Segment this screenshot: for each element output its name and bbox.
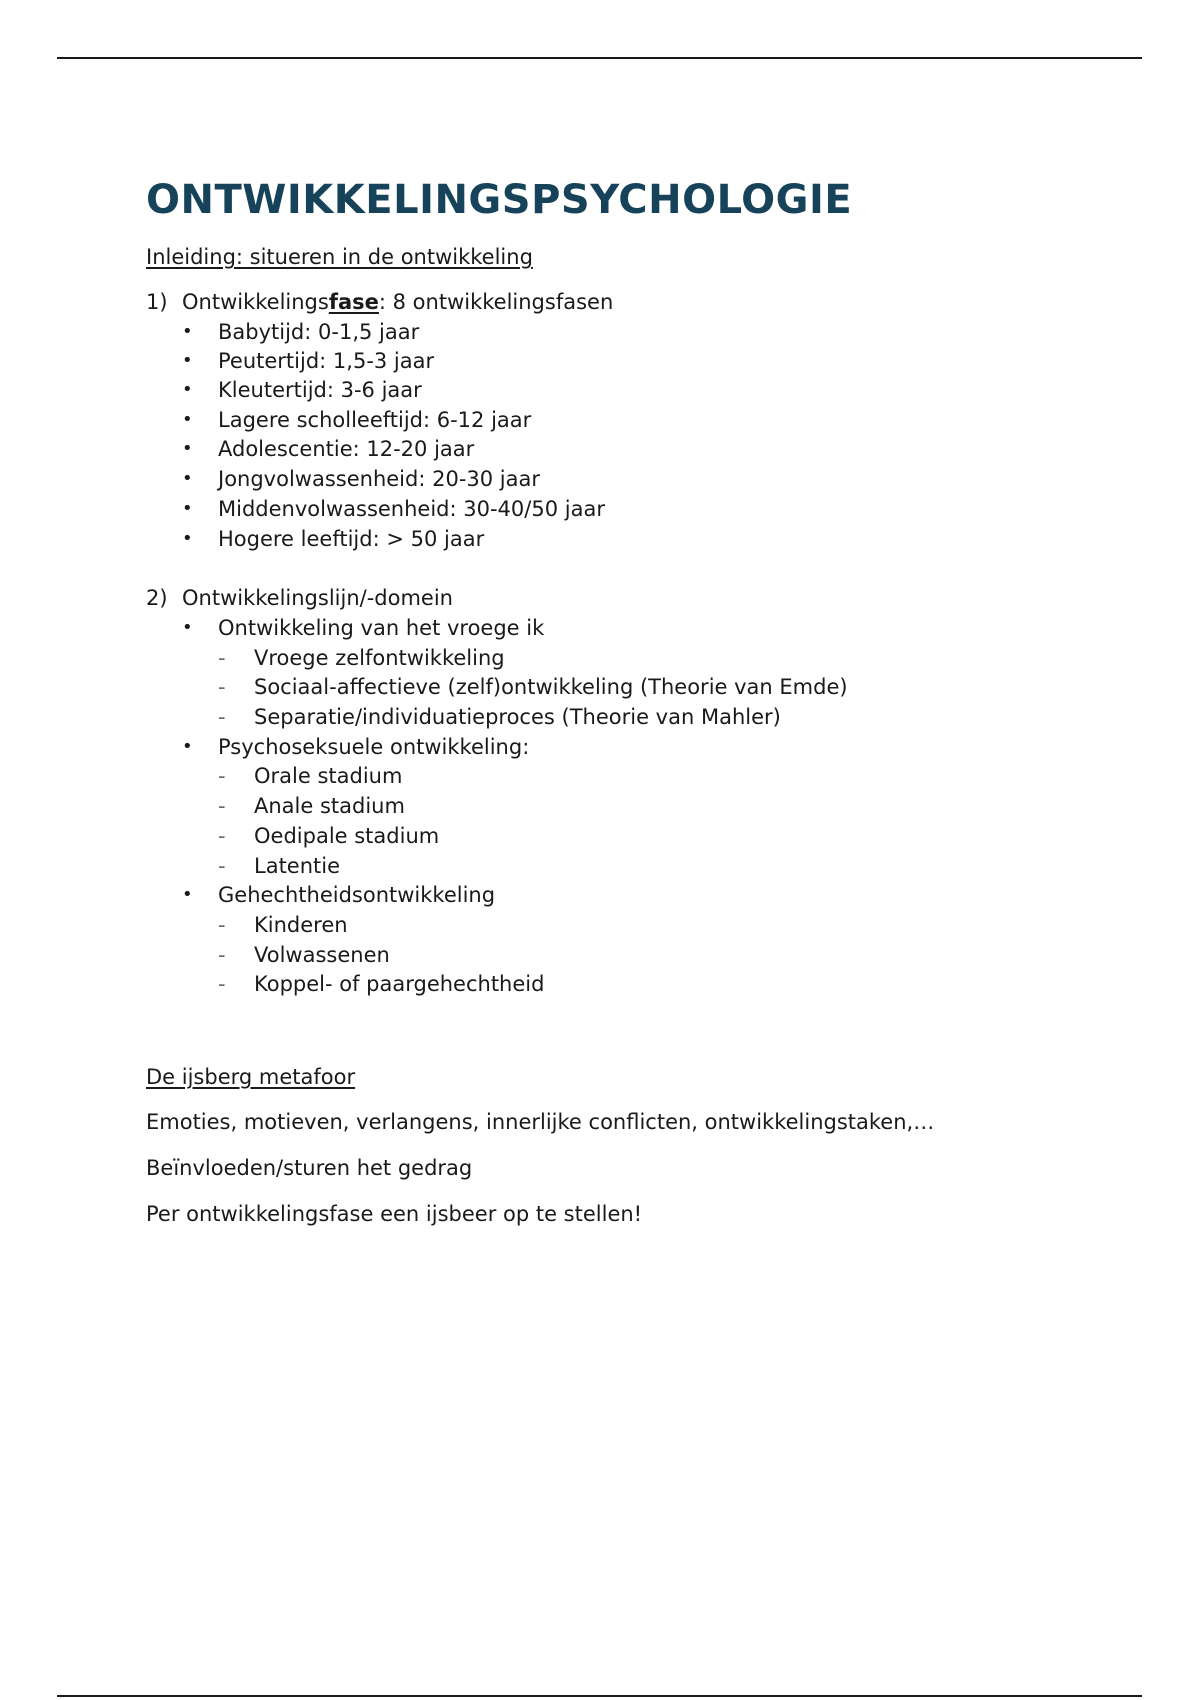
dash-icon: - <box>218 854 226 878</box>
bullet-icon: • <box>182 379 193 400</box>
bullet-icon: • <box>182 884 193 905</box>
section-1-number: 1) <box>146 290 168 314</box>
bullet-icon: • <box>182 321 193 342</box>
dash-icon: - <box>218 943 226 967</box>
section-1-heading <box>146 289 613 315</box>
bullet-icon: • <box>182 438 193 459</box>
dash-icon: - <box>218 646 226 670</box>
iceberg-paragraph: Beïnvloeden/sturen het gedrag <box>146 1156 473 1180</box>
dash-icon: - <box>218 824 226 848</box>
section-2-number: 2) <box>146 586 168 610</box>
dash-icon: - <box>218 764 226 788</box>
section-2-heading <box>146 585 453 611</box>
section-1-label-emph: fase <box>328 290 379 314</box>
page-title: ONTWIKKELINGSPSYCHOLOGIE <box>146 177 853 223</box>
iceberg-paragraph: Emoties, motieven, verlangens, innerlijke conflicten, ontwikkelingstaken,… <box>146 1110 935 1134</box>
iceberg-paragraph: Per ontwikkelingsfase een ijsbeer op te stellen! <box>146 1202 643 1226</box>
iceberg-heading: De ijsberg metafoor <box>146 1065 356 1089</box>
dash-icon: - <box>218 794 226 818</box>
bullet-icon: • <box>182 350 193 371</box>
bullet-icon: • <box>182 409 193 430</box>
section-1-label-suffix: : 8 ontwikkelingsfasen <box>378 290 614 314</box>
bullet-icon: • <box>182 528 193 549</box>
bullet-icon: • <box>182 736 193 757</box>
dash-icon: - <box>218 913 226 937</box>
dash-icon: - <box>218 705 226 729</box>
dash-icon: - <box>218 972 226 996</box>
bullet-icon: • <box>182 498 193 519</box>
footer-rule <box>57 1695 1142 1697</box>
section-2-label: Ontwikkelingslijn/-domein <box>182 586 453 610</box>
bullet-icon: • <box>182 617 193 638</box>
bullet-icon: • <box>182 468 193 489</box>
intro-heading: Inleiding: situeren in de ontwikkeling <box>146 245 533 269</box>
dash-icon: - <box>218 675 226 699</box>
header-rule <box>57 57 1142 59</box>
section-1-label-prefix: Ontwikkelings <box>182 290 329 314</box>
